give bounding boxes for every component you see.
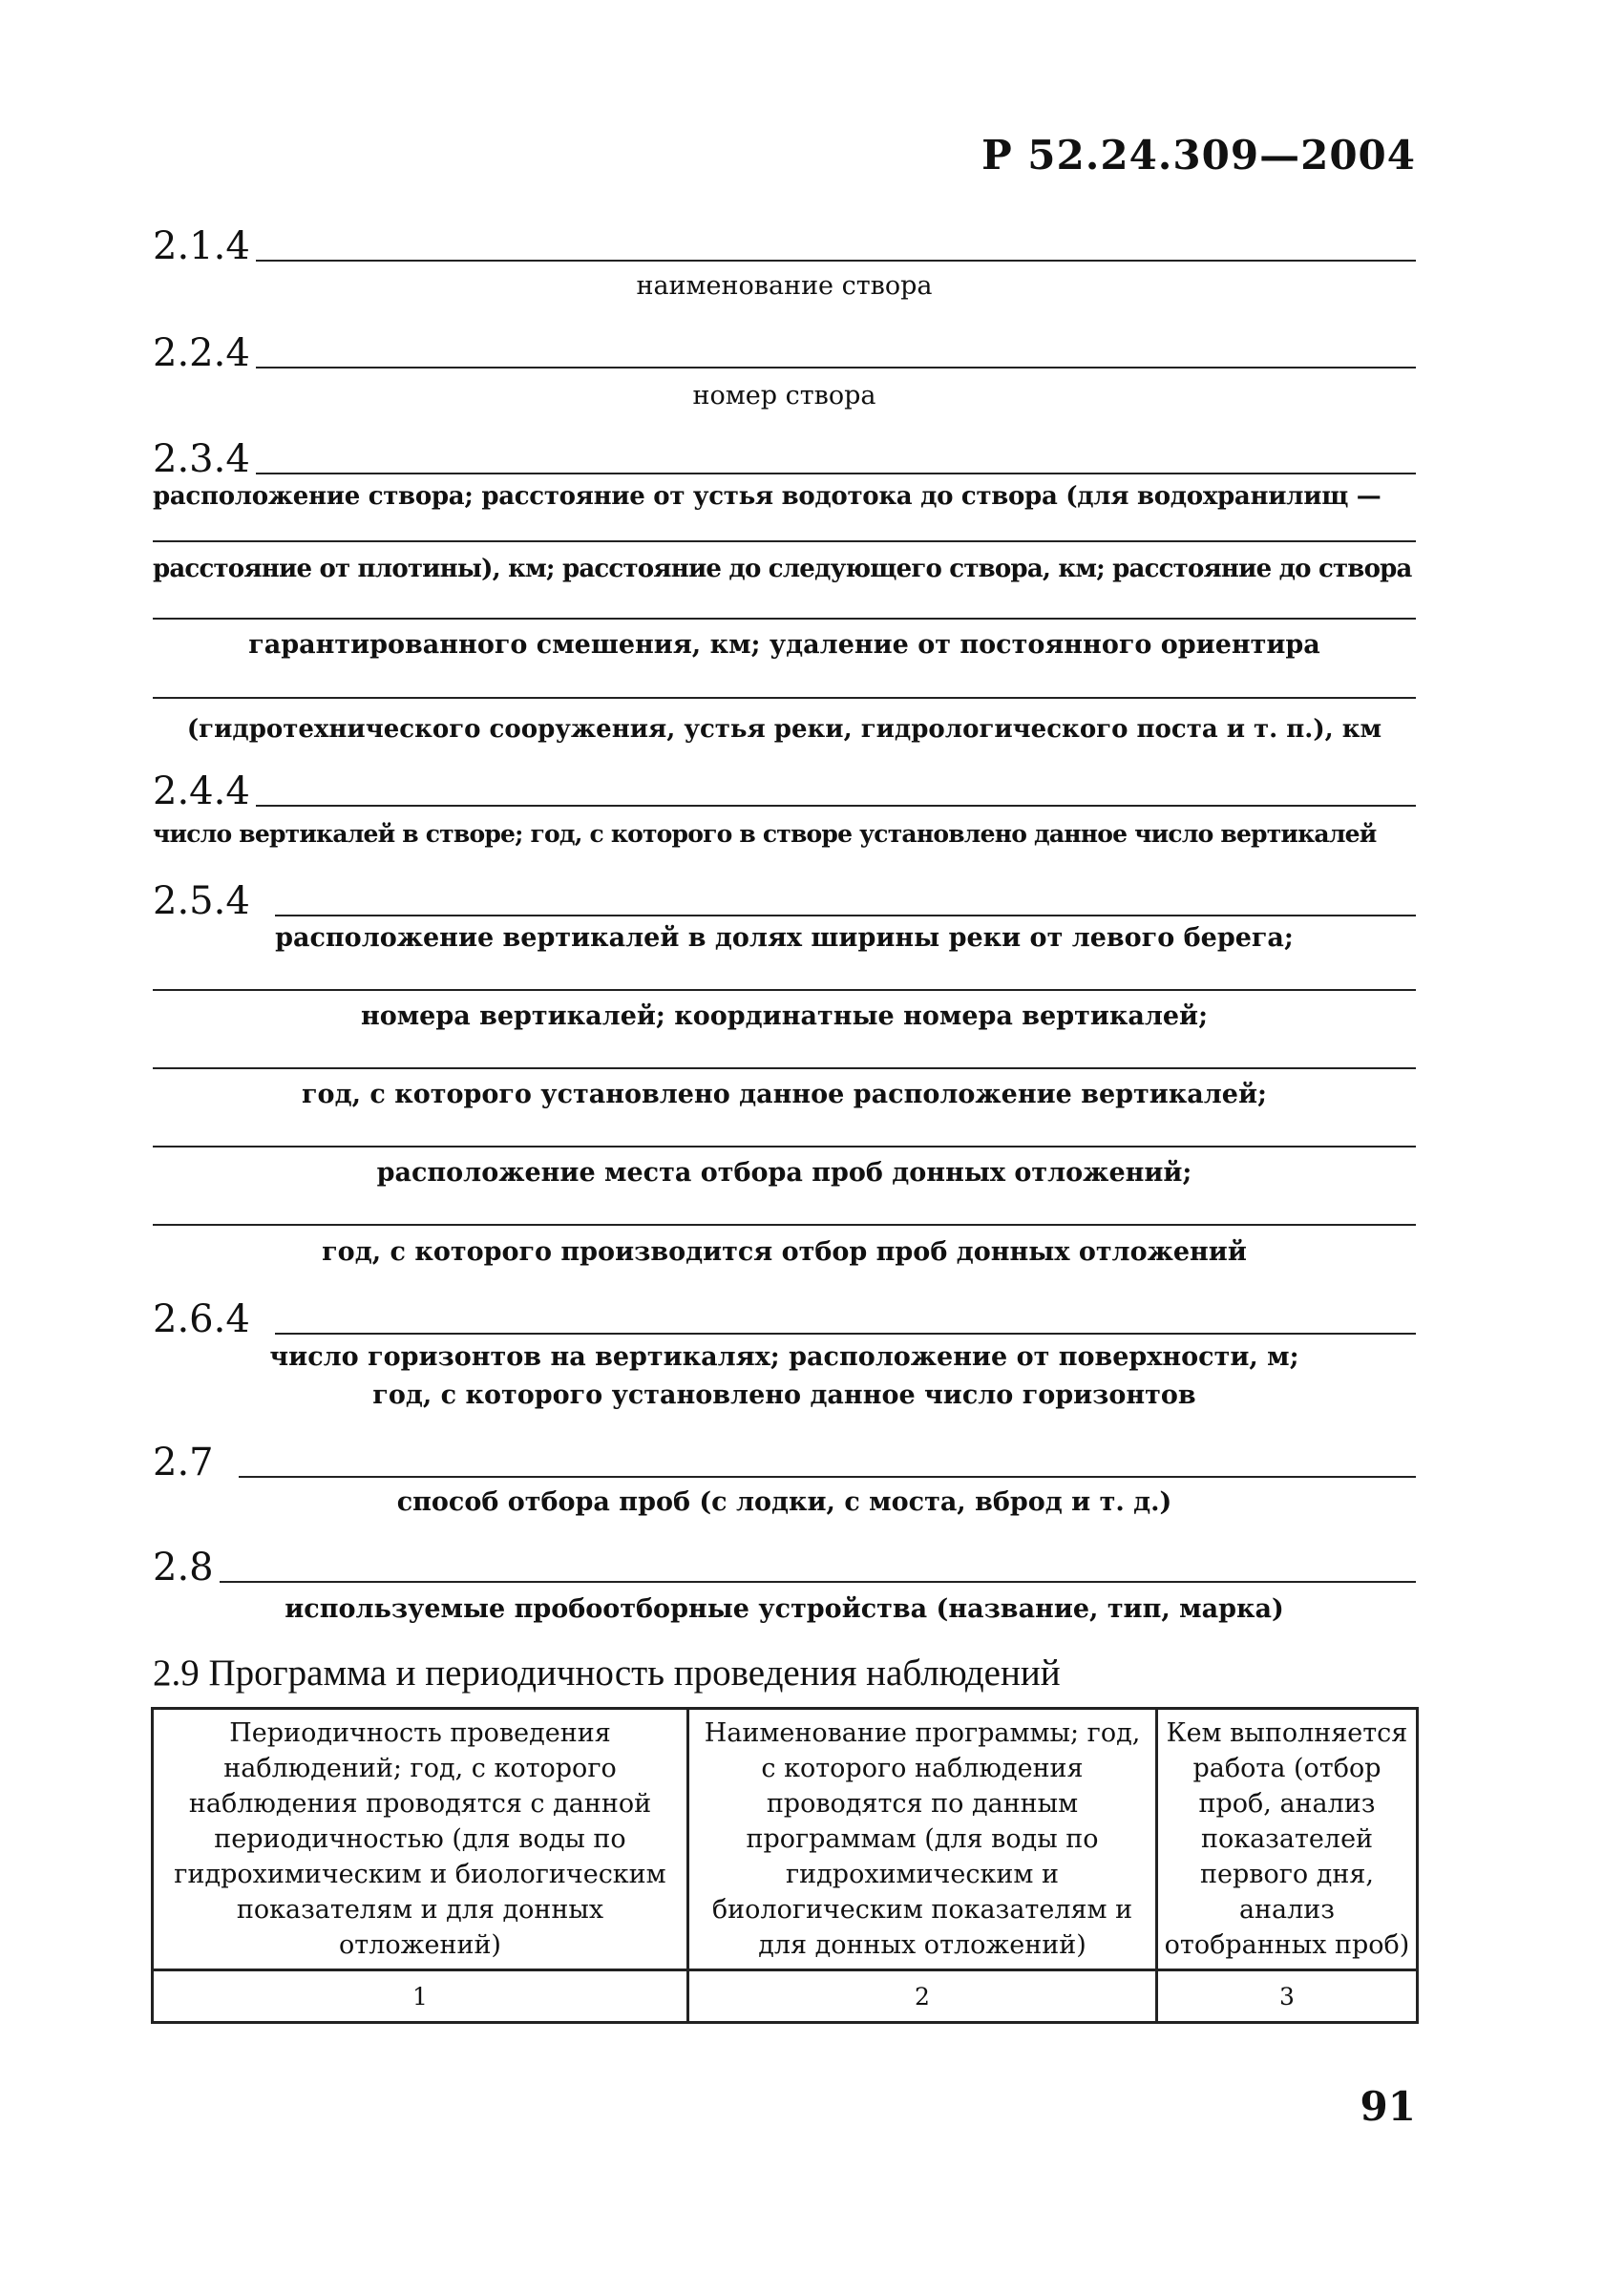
field-caption: число горизонтов на вертикалях; расположение от поверхности, м; xyxy=(269,1342,1299,1372)
fill-line[interactable] xyxy=(256,367,1416,368)
field-caption: наименование створа xyxy=(636,271,933,301)
column-number: 2 xyxy=(688,1970,1157,2023)
field-caption: число вертикалей в створе; год, с которого в створе установлено данное число вертикалей xyxy=(153,820,1377,848)
fill-line[interactable] xyxy=(275,1333,1416,1335)
fill-line[interactable] xyxy=(153,618,1416,620)
field-2-4-4 xyxy=(153,761,1416,811)
field-2-7 xyxy=(153,1432,1416,1482)
field-number: 2.1.4 xyxy=(153,224,250,268)
field-2-2-4 xyxy=(153,323,1416,375)
field-2-8 xyxy=(153,1537,1416,1590)
fill-line[interactable] xyxy=(153,1146,1416,1148)
page-number: 91 xyxy=(1360,2083,1416,2130)
fill-line[interactable] xyxy=(256,260,1416,262)
field-number: 2.6.4 xyxy=(153,1297,250,1341)
field-number: 2.5.4 xyxy=(153,879,250,923)
section-title: 2.9 Программа и периодичность проведения наблюдений xyxy=(153,1653,1061,1694)
field-caption: год, с которого производится отбор проб донных отложений xyxy=(322,1237,1247,1267)
fill-line[interactable] xyxy=(153,1224,1416,1226)
fill-line[interactable] xyxy=(153,1067,1416,1069)
table-header-cell: Наименование программы; год, с которого наблюдения проводятся по данным программам (для воды по гидрохимическим и биологическим показателям и для донных отложений) xyxy=(688,1709,1157,1970)
field-caption: год, с которого установлено данное расположение вертикалей; xyxy=(302,1080,1267,1109)
fill-line[interactable] xyxy=(239,1476,1416,1478)
table-number-row xyxy=(153,1970,1418,2023)
field-caption: номер створа xyxy=(692,381,876,411)
fill-line[interactable] xyxy=(153,989,1416,991)
field-caption: используемые пробоотборные устройства (название, тип, марка) xyxy=(285,1594,1284,1624)
field-2-5-4 xyxy=(153,871,1416,923)
field-number: 2.8 xyxy=(153,1546,214,1590)
field-2-3-4 xyxy=(153,429,1416,481)
field-2-1-4 xyxy=(153,216,1416,268)
field-caption: расположение створа; расстояние от устья водотока до створа (для водохранилищ — xyxy=(153,482,1381,511)
field-caption: расположение места отбора проб донных отложений; xyxy=(376,1158,1192,1188)
field-caption: год, с которого установлено данное число горизонтов xyxy=(372,1380,1196,1410)
document-code: Р 52.24.309—2004 xyxy=(981,132,1416,179)
field-caption: расположение вертикалей в долях ширины реки от левого берега; xyxy=(275,923,1294,953)
field-caption: номера вертикалей; координатные номера вертикалей; xyxy=(360,1001,1209,1031)
fill-line[interactable] xyxy=(153,697,1416,699)
field-caption: расстояние от плотины), км; расстояние до следующего створа, км; расстояние до створа xyxy=(153,555,1412,583)
column-number: 3 xyxy=(1157,1970,1418,2023)
field-number: 2.7 xyxy=(153,1441,214,1484)
fill-line[interactable] xyxy=(220,1581,1416,1583)
fill-line[interactable] xyxy=(153,540,1416,542)
fill-line[interactable] xyxy=(256,805,1416,807)
field-caption: способ отбора проб (с лодки, с моста, вброд и т. д.) xyxy=(396,1487,1172,1517)
field-number: 2.3.4 xyxy=(153,437,250,481)
table-header-cell: Периодичность проведения наблюдений; год, с которого наблюдения проводятся с данной периодичностью (для воды по гидрохимическим и биологическим показателям и для донных отложений) xyxy=(153,1709,688,1970)
table-header-cell: Кем выполняется работа (отбор проб, анализ показателей первого дня, анализ отобранных проб) xyxy=(1157,1709,1418,1970)
field-number: 2.4.4 xyxy=(153,769,250,813)
program-table xyxy=(151,1707,1419,2024)
table-header-row xyxy=(153,1709,1418,1970)
column-number: 1 xyxy=(153,1970,688,2023)
field-number: 2.2.4 xyxy=(153,331,250,375)
field-caption: гарантированного смешения, км; удаление от постоянного ориентира xyxy=(248,630,1320,660)
fill-line[interactable] xyxy=(275,915,1416,916)
field-caption: (гидротехнического сооружения, устья реки, гидрологического поста и т. п.), км xyxy=(186,715,1382,744)
fill-line[interactable] xyxy=(256,473,1416,474)
field-2-6-4 xyxy=(153,1289,1416,1341)
